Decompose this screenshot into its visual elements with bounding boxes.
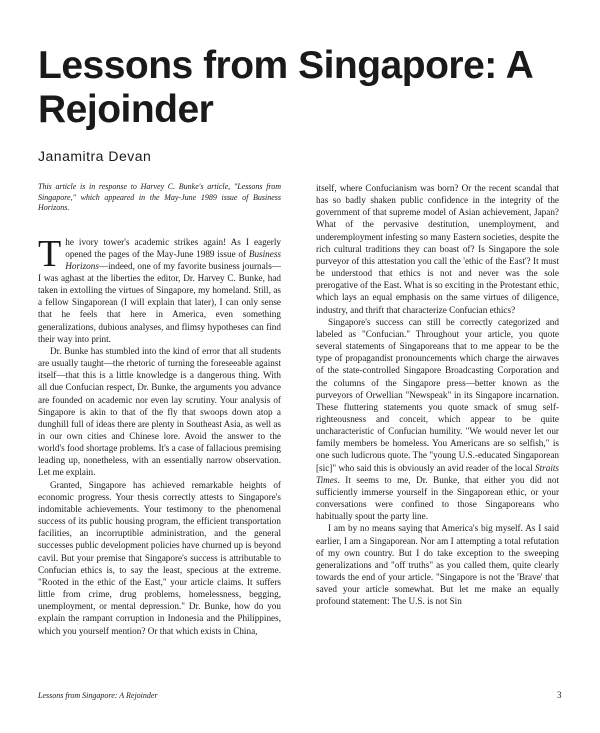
paragraph: itself, where Confucianism was born? Or the recent scandal that has so badly shaken public confidence in the integrity of the government of that supreme model of Asian achievement, Japan? What of the pervasive destitution, unemployment, and underemployment infesting so many Eastern societies, despite the rich cultural traditions they can boast of? Is Singapore the sole purveyor of this attestation you call the 'ethic of the East'? It must be understood that ethics is not and never was the sole prerogative of the East. What is so exciting in the Protestant ethic, which lays an equal emphasis on the same virtues of diligence, industry, and thrift that characterize Confucian ethics? <box>316 183 559 315</box>
paragraph-text: he ivory tower's academic strikes again! As I eagerly opened the pages of the May-June 1989 issue of <box>65 236 281 259</box>
running-footer: Lessons from Singapore: A Rejoinder <box>38 691 158 700</box>
intro-suffix: which appeared in the May-June 1989 issue of Business Horizons. <box>38 192 281 212</box>
article-title: Lessons from Singapore: A Rejoinder <box>38 44 532 131</box>
page-number: 3 <box>557 690 562 700</box>
paragraph-text: . It seems to me, Dr. Bunke, that either you did not sufficiently immerse yourself in the Singaporean ethic, or your conversations were confined to those Singaporeans who habitually spout the party line. <box>316 474 559 522</box>
drop-cap: T <box>38 232 62 275</box>
intro-prefix: This article is in response to Harvey C. Bunke's article, <box>38 182 234 191</box>
paragraph: I am by no means saying that America's big myself. As I said earlier, I am a Singaporean. Nor am I attempting a total refutation of my own country. But I do take exception to the sweeping generalizations and "off truths" as you called them, quite clearly towards the end of your article. "Singapore is not the 'Brave' that saved your article somewhat. But let me make an equally profound statement: The U.S. is not Sin <box>316 523 559 607</box>
newspaper-name: Straits Times <box>316 462 559 485</box>
text-column-right <box>316 182 559 607</box>
paragraph-text: Singapore's success can still be correctly categorized and labeled as "Confucian." Throughout your article, you quote several statements of Singaporeans that to me appear to be the type of propagandist pronouncements which charge the airwaves of the state-controlled Singapore Broadcasting Corporation and the columns of the Singapore press—better known as the purveyors of Orwellian "Newspeak" in its Singapore incarnation. These fluttering statements you quote smack of smug self-righteousness and conceit, which appear to be quite uncharacteristic of Confucian humility. "We would never let our family members be homeless. You Americans are so selfish," is one such ludicrous quote. The "young U.S.-educated Singaporean [sic]" who said this is obviously an avid reader of the local <box>316 316 559 473</box>
paragraph <box>316 316 559 523</box>
author-name: Janamitra Devan <box>38 148 152 164</box>
intro-title: "Lessons from Singapore," <box>38 182 282 202</box>
paragraph: Granted, Singapore has achieved remarkable heights of economic progress. Your thesis correctly attests to Singapore's indomitable achievements. Your testimony to the phenomenal success of its public housing program, the efficient transportation facilities, an incorruptible administration, and the general successes public development policies have churned up is beyond cavil. But your premise that Singapore's success is attributable to Confucian ethics is, to say the least, specious at the extreme. "Rooted in the ethic of the East," your article claims. It suffers little from crime, drug problems, homelessness, begging, unemployment, or mental depression." Dr. Bunke, how do you explain the rampant corruption in Indonesia and the Philippines, which you yourself mention? Or that which exists in China, <box>38 479 281 636</box>
article-intro <box>38 182 281 214</box>
journal-name: Business Horizons <box>65 248 281 271</box>
paragraph: Dr. Bunke has stumbled into the kind of error that all students are usually taught—the rhetoric of turning the foreseeable against itself—that this is a little knowledge is a dangerous thing. With all due Confucian respect, Dr. Bunke, the arguments you advance are founded on academic nor even lay scrutiny. Your analysis of Singapore is akin to that of the fly that swoops down atop a dunghill full of ideas there are plenty in Southeast Asia, as well as in our own cities and Chinese lore. Avoid the answer to the world's food shortage problems. It's a case of fallacious premising leading up, nonetheless, with an essentially narrow observation. Let me explain. <box>38 345 281 478</box>
paragraph <box>38 232 281 345</box>
text-column-left <box>38 182 281 637</box>
paragraph-text: —indeed, one of my favorite business journals—I was aghast at the liberties the editor, Dr. Harvey C. Bunke, had taken in extolling the virtues of Singapore, my homeland. Still, as a fellow Singaporean (I will explain that later), I can only sense that he feels that here in America, even something generalizations, dubious analyses, and flimsy hypotheses can find their way into print. <box>38 260 281 344</box>
